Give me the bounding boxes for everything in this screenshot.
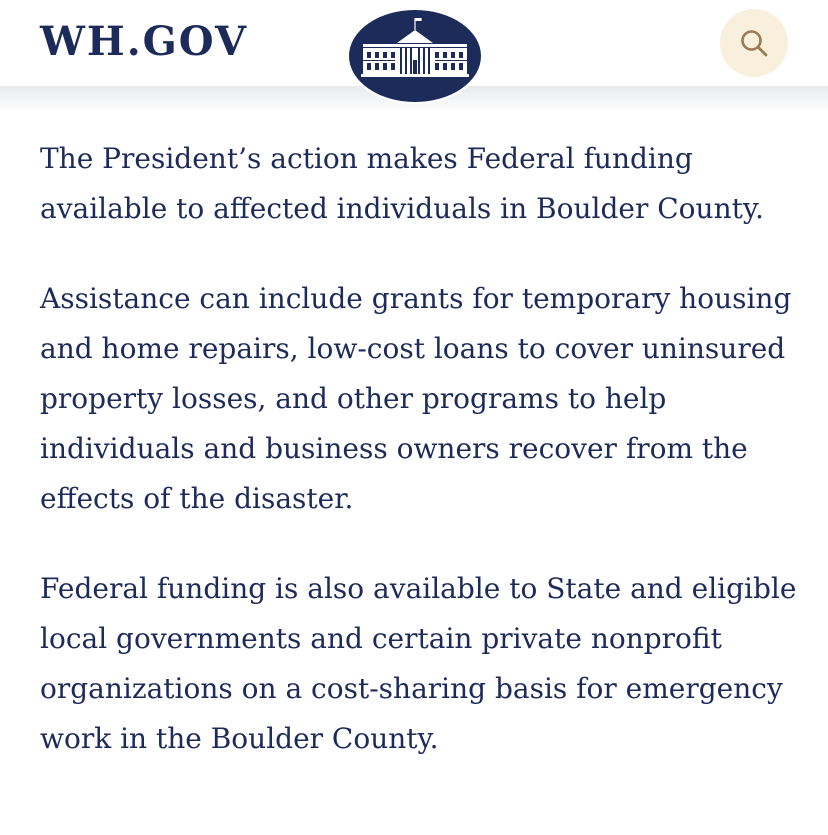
search-icon xyxy=(739,28,769,58)
search-button[interactable] xyxy=(720,9,788,77)
white-house-seal-link[interactable] xyxy=(345,8,485,108)
article-body xyxy=(40,134,800,804)
paragraph-funding-governments: Federal funding is also available to State and eligible local governments and certain private nonprofit organizations on a cost-sharing basis for emergency work in the Boulder County. xyxy=(40,572,797,755)
paragraph-funding-individuals: The President’s action makes Federal funding available to affected individuals in Boulder County. xyxy=(40,142,764,225)
paragraph-assistance: Assistance can include grants for temporary housing and home repairs, low-cost loans to cover uninsured property losses, and other programs to help individuals and business owners recover from the effects of the disaster. xyxy=(40,282,792,515)
white-house-seal-icon xyxy=(345,8,485,108)
site-logo-link[interactable]: WH.GOV xyxy=(40,18,248,65)
